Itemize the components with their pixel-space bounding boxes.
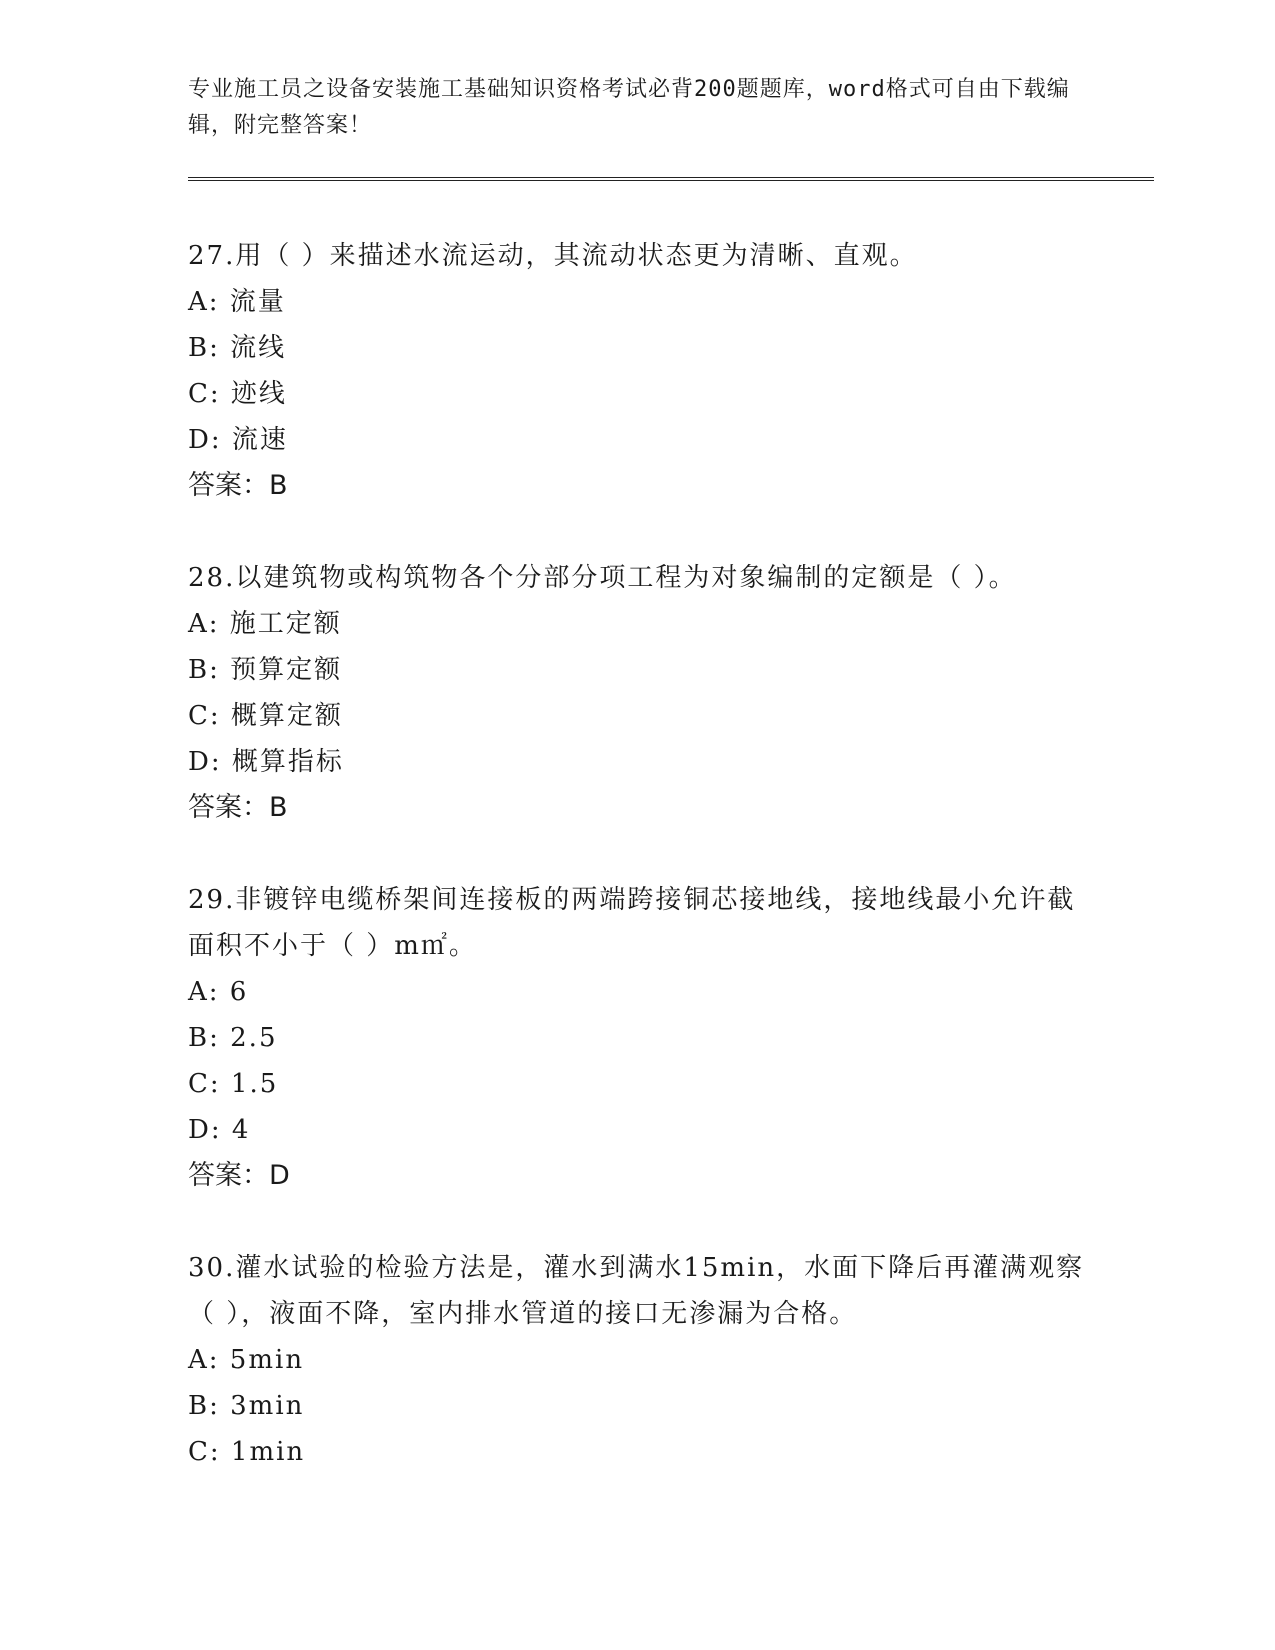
document-header: 专业施工员之设备安装施工基础知识资格考试必背200题题库，word格式可自由下载编辑，附完整答案！ xyxy=(188,77,1070,138)
question-27 xyxy=(188,233,1088,509)
option-d: D: 流速 xyxy=(188,425,288,455)
question-28 xyxy=(188,555,1088,831)
question-30 xyxy=(188,1245,1088,1475)
question-stem: 28.以建筑物或构筑物各个分部分项工程为对象编制的定额是（ ）。 xyxy=(188,563,1017,593)
option-a: A: 5min xyxy=(188,1345,305,1375)
option-a: A: 流量 xyxy=(188,287,286,317)
option-a: A: 施工定额 xyxy=(188,609,342,639)
option-b: B: 预算定额 xyxy=(188,655,343,685)
question-stem: 27.用（ ）来描述水流运动，其流动状态更为清晰、直观。 xyxy=(188,241,918,271)
option-c: C: 概算定额 xyxy=(188,701,343,731)
answer-label: 答案：B xyxy=(188,792,288,823)
option-b: B: 3min xyxy=(188,1391,305,1421)
option-b: B: 2.5 xyxy=(188,1023,278,1053)
question-list xyxy=(188,233,1088,1521)
question-stem: 29.非镀锌电缆桥架间连接板的两端跨接铜芯接地线，接地线最小允许截面积不小于（ ）m㎡。 xyxy=(188,885,1076,961)
option-c: C: 迹线 xyxy=(188,379,287,409)
option-c: C: 1.5 xyxy=(188,1069,279,1099)
option-c: C: 1min xyxy=(188,1437,306,1467)
option-d: D: 概算指标 xyxy=(188,747,344,777)
answer-label: 答案：D xyxy=(188,1160,290,1191)
option-b: B: 流线 xyxy=(188,333,287,363)
answer-label: 答案：B xyxy=(188,470,288,501)
option-a: A: 6 xyxy=(188,977,249,1007)
question-stem: 30.灌水试验的检验方法是，灌水到满水15min，水面下降后再灌满观察（ ），液面不降，室内排水管道的接口无渗漏为合格。 xyxy=(188,1253,1085,1329)
header-divider xyxy=(188,177,1154,181)
option-d: D: 4 xyxy=(188,1115,251,1145)
question-29 xyxy=(188,877,1088,1199)
